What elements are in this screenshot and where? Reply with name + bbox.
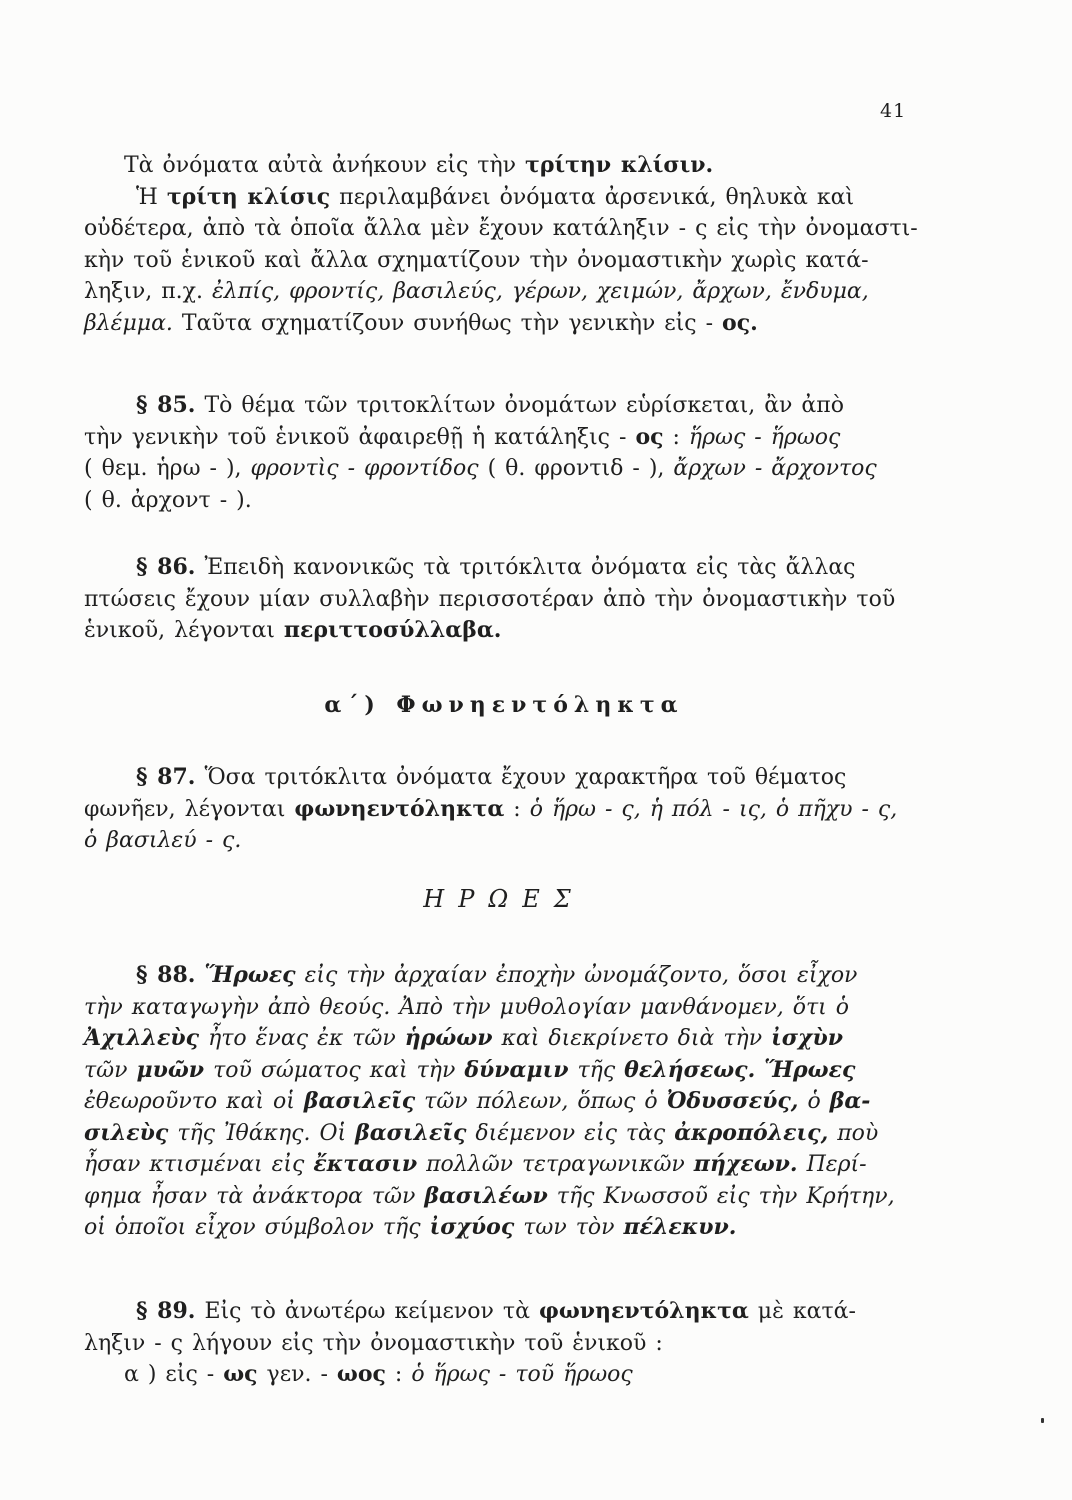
page-number: 41	[880, 100, 907, 122]
text-line: σιλεὺς τῆς Ἰθάκης. Οἱ βασιλεῖς διέμενον εἰς τὰς ἀκροπόλεις, ποὺ	[84, 1119, 879, 1146]
text-line: § 88. Ἥρωες εἰς τὴν ἀρχαίαν ἐποχὴν ὠνομάζοντο, ὅσοι εἶχον	[136, 962, 858, 988]
text-line: τῶν μυῶν τοῦ σώματος καὶ τὴν δύναμιν τῆς θελήσεως. Ἥρωες	[84, 1056, 856, 1083]
section-heading: ΗΡΩΕΣ	[423, 885, 585, 913]
section-number: § 89.	[136, 1298, 196, 1324]
text-line: ἑνικοῦ, λέγονται περιττοσύλλαβα.	[84, 617, 502, 643]
section-87	[84, 762, 924, 857]
text-line: ἦσαν κτισμέναι εἰς ἔκτασιν πολλῶν τετραγωνικῶν πήχεων. Περί-	[84, 1151, 867, 1177]
section-number: § 88.	[136, 962, 196, 988]
text-line: § 87. Ὅσα τριτόκλιτα ὀνόματα ἔχουν χαρακτῆρα τοῦ θέματος	[136, 764, 847, 790]
subheading-block	[84, 690, 924, 722]
text-line: πτώσεις ἔχουν μίαν συλλαβὴν περισσοτέραν ἀπὸ τὴν ὀνομαστικὴν τοῦ	[84, 586, 896, 612]
text-line: ἐθεωροῦντο καὶ οἱ βασιλεῖς τῶν πόλεων, ὅπως ὁ Ὀδυσσεύς, ὁ βα-	[84, 1088, 871, 1114]
section-number: § 85.	[136, 392, 196, 418]
text-line: βλέμμα. Ταῦτα σχηματίζουν συνήθως τὴν γενικὴν εἰς - ος.	[84, 309, 758, 336]
emphasis: τρίτη κλίσις	[166, 183, 331, 210]
section-number: § 86.	[136, 554, 196, 580]
text-line: ληξιν - ς λήγουν εἰς τὴν ὀνομαστικὴν τοῦ ἑνικοῦ :	[84, 1330, 663, 1356]
intro-block	[84, 150, 924, 339]
text-line: φημα ἦσαν τὰ ἀνάκτορα τῶν βασιλέων τῆς Κνωσσοῦ εἰς τὴν Κρήτην,	[84, 1182, 895, 1209]
text-line: τὴν γενικὴν τοῦ ἑνικοῦ ἀφαιρεθῇ ἡ κατάληξις - ος : ἥρως - ἥρωος	[84, 423, 841, 450]
text-line: § 86. Ἐπειδὴ κανονικῶς τὰ τριτόκλιτα ὀνόματα εἰς τὰς ἄλλας	[136, 554, 856, 580]
text-line: ( θεμ. ἡρω - ), φροντὶς - φροντίδος ( θ. φροντιδ - ), ἄρχων - ἄρχοντος	[84, 456, 877, 481]
text-line: κὴν τοῦ ἑνικοῦ καὶ ἄλλα σχηματίζουν τὴν ὀνομαστικὴν χωρὶς κατά-	[84, 247, 869, 273]
text-line: α ) εἰς - ως γεν. - ωος : ὁ ἥρως - τοῦ ἥρωος	[124, 1361, 633, 1387]
section-88	[84, 960, 924, 1244]
text-line: Ἡ τρίτη κλίσις περιλαμβάνει ὀνόματα ἀρσενικά, θηλυκὰ καὶ	[136, 183, 855, 210]
text-line: φωνῆεν, λέγονται φωνηεντόληκτα : ὁ ἥρω - ς, ἡ πόλ - ις, ὁ πῆχυ - ς,	[84, 795, 898, 822]
text-line: Τὰ ὀνόματα αὐτὰ ἀνήκουν εἰς τὴν τρίτην κλίσιν.	[124, 152, 714, 178]
subheading: α΄) Φωνηεντόληκτα	[324, 692, 684, 718]
text-line: ( θ. ἀρχοντ - ).	[84, 487, 252, 513]
emphasis: τρίτην κλίσιν.	[525, 152, 714, 178]
text-line: οὐδέτερα, ἀπὸ τὰ ὁποῖα ἄλλα μὲν ἔχουν κατάληξιν - ς εἰς τὴν ὀνομαστι-	[84, 216, 918, 241]
section-89	[84, 1296, 924, 1391]
section-number: § 87.	[136, 764, 196, 790]
text-line: οἱ ὁποῖοι εἶχον σύμβολον τῆς ἰσχύος των τὸν πέλεκυν.	[84, 1214, 737, 1240]
heading-block	[84, 884, 924, 916]
text-line: ληξιν, π.χ. ἐλπίς, φροντίς, βασιλεύς, γέρων, χειμών, ἄρχων, ἔνδυμα,	[84, 279, 869, 304]
section-86	[84, 552, 924, 647]
section-85	[84, 390, 924, 516]
text-line: § 85. Τὸ θέμα τῶν τριτοκλίτων ὀνομάτων εὑρίσκεται, ἂν ἀπὸ	[136, 392, 844, 418]
text-line: ὁ βασιλεύ - ς.	[84, 828, 242, 853]
text-line: § 89. Εἰς τὸ ἀνωτέρω κείμενον τὰ φωνηεντόληκτα μὲ κατά-	[136, 1298, 856, 1324]
ink-mark	[1041, 1418, 1044, 1423]
text-line: Ἀχιλλεὺς ἦτο ἕνας ἐκ τῶν ἡρώων καὶ διεκρίνετο διὰ τὴν ἰσχὺν	[84, 1025, 843, 1051]
text-line: τὴν καταγωγὴν ἀπὸ θεούς. Ἀπὸ τὴν μυθολογίαν μανθάνομεν, ὅτι ὁ	[84, 994, 849, 1020]
